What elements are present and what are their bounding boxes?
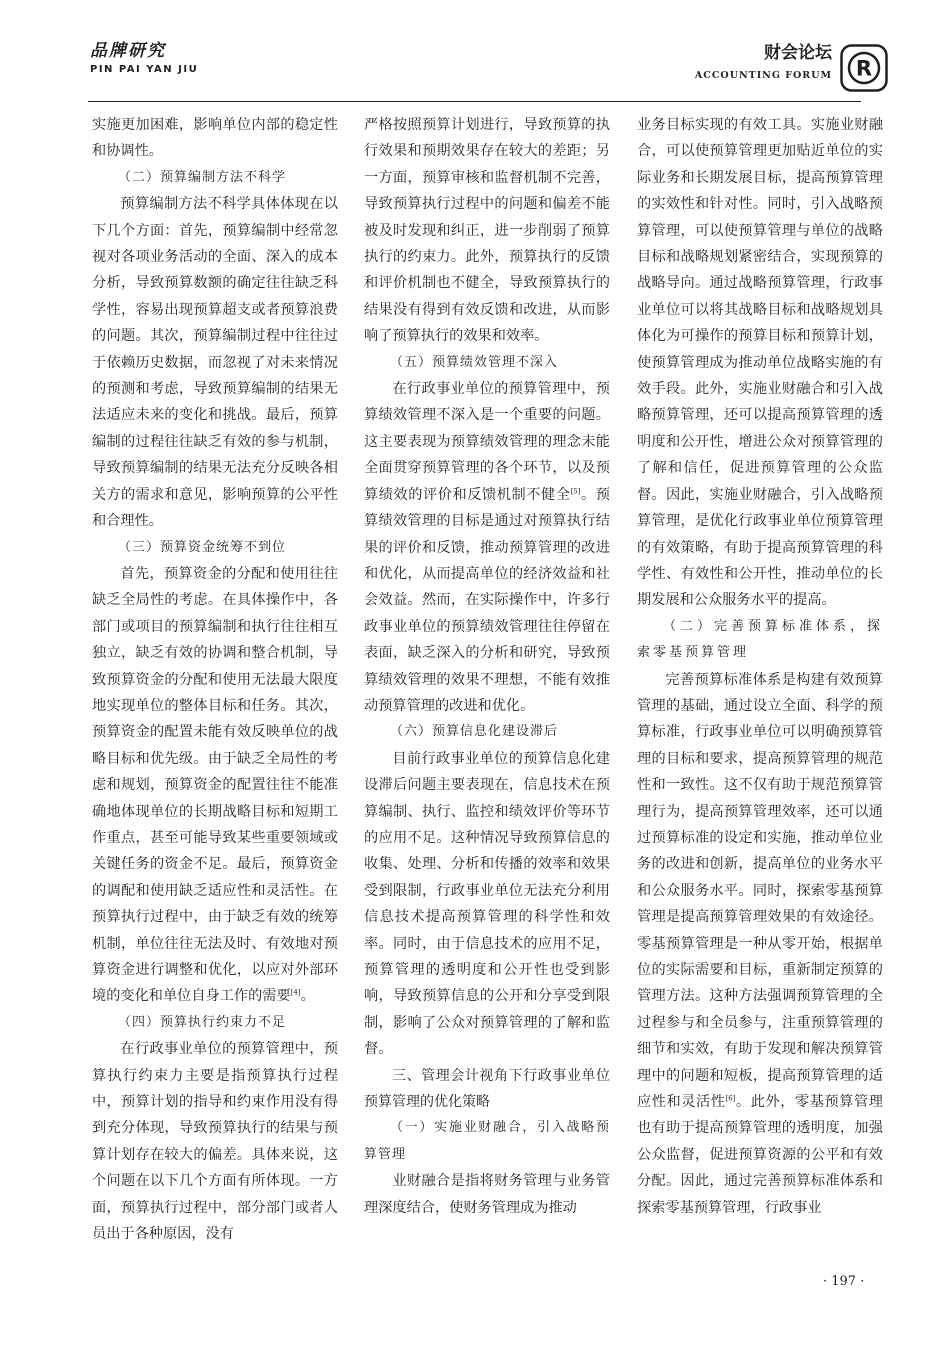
- paragraph-text: 首先，预算资金的分配和使用往往缺乏全局性的考虑。在具体操作中，各部门或项目的预算编制和执行往往相互独立，缺乏有效的协调和整合机制，导致预算资金的分配和使用无法最大限度地实现单位的整体目标和任务。其次，预算资金的配置未能有效反映单位的战略目标和优先级。由于缺乏全局性的考虑和规划，预算资金的配置往往不能准确地体现单位的长期战略目标和短期工作重点，甚至可能导致某些重要领域或关键任务的资金不足。最后，预算资金的调配和使用缺乏适应性和灵活性。在预算执行过程中，由于缺乏有效的统筹机制，单位往往无法及时、有效地对预算资金进行调整和优化，以应对外部环境的变化和单位自身工作的需要: [92, 565, 338, 1005]
- paragraph-text: 。此外，零基预算管理也有助于提高预算管理的透明度，加强公众监督，促进预算资源的公平和有效分配。因此，通过完善预算标准体系和探索零基预算管理，行政事业: [637, 1094, 883, 1216]
- paragraph: 业务目标实现的有效工具。实施业财融合，可以使预算管理更加贴近单位的实际业务和长期发展目标，提高预算管理的实效性和针对性。同时，引入战略预算管理，可以使预算管理与单位的战略目标和战略规划紧密结合，实现预算的战略导向。通过战略预算管理，行政事业单位可以将其战略目标和战略规划具体化为可操作的预算目标和预算计划，使预算管理成为推动单位战略实施的有效手段。此外，实施业财融合和引入战略预算管理，还可以提高预算管理的透明度和公开性，增进公众对预算管理的了解和信任，促进预算管理的公众监督。因此，实施业财融合，引入战略预算管理，是优化行政事业单位预算管理的有效策略，有助于提高预算管理的科学性、有效性和公开性，推动单位的长期发展和公众服务水平的提高。: [637, 117, 883, 609]
- section-name-cn: 财会论坛: [764, 43, 832, 63]
- paragraph: 目前行政事业单位的预算信息化建设滞后问题主要表现在，信息技术在预算编制、执行、监控和绩效评价等环节的应用不足。这种情况导致预算信息的收集、处理、分析和传播的效率和效果受到限制，行政事业单位无法充分利用信息技术提高预算管理的科学性和效率。同时，由于信息技术的应用不足，预算管理的透明度和公开性也受到影响，导致预算信息的公开和分享受到限制，影响了公众对预算管理的了解和监督。: [364, 750, 610, 1058]
- citation-ref: [6]: [725, 1094, 736, 1103]
- page-header: [0, 0, 950, 112]
- paragraph: 在行政事业单位的预算管理中，预算执行约束力主要是指预算执行过程中，预算计划的指导和约束作用没有得到充分体现，导致预算执行的结果与预算计划存在较大的偏差。具体来说，这个问题在以下几个方面有所体现。一方面，预算执行过程中，部分部门或者人员出于各种原因，没有: [92, 1041, 338, 1243]
- section-name-en: ACCOUNTING FORUM: [694, 70, 832, 81]
- paragraph: 实施更加困难，影响单位内部的稳定性和协调性。: [92, 117, 338, 160]
- citation-ref: [5]: [570, 486, 581, 495]
- paragraph: 业财融合是指将财务管理与业务管理深度结合，使财务管理成为推动: [364, 1173, 610, 1216]
- journal-name-cn: 品牌研究: [90, 41, 166, 61]
- paragraph-text: 完善预算标准体系是构建有效预算管理的基础，通过设立全面、科学的预算标准，行政事业单位可以明确预算管理的目标和要求，提高预算管理的规范性和一致性。这不仅有助于规范预算管理行为，提高预算管理效率，还可以通过预算标准的设定和实施，推动单位业务的改进和创新，提高单位的业务水平和公众服务水平。同时，探索零基预算管理是提高预算管理效果的有效途径。零基预算管理是一种从零开始，根据单位的实际需要和目标，重新制定预算的管理方法。这种方法强调预算管理的全过程参与和全员参与，注重预算管理的细节和实效，有助于发现和解决预算管理中的问题和短板，提高预算管理的适应性和灵活性: [637, 671, 883, 1111]
- column-left: [92, 112, 338, 1247]
- subsection-heading: （四）预算执行约束力不足: [118, 1014, 287, 1030]
- paragraph: [637, 667, 883, 1222]
- journal-brand: [90, 40, 198, 75]
- subsection-heading: （六）预算信息化建设滞后: [390, 724, 559, 740]
- header-rule: [88, 101, 861, 102]
- section-brand: [695, 42, 832, 81]
- column-right: [637, 112, 883, 1221]
- paragraph-text: 。预算绩效管理的目标是通过对预算执行结果的评价和反馈，推动预算管理的改进和优化，从而提高单位的经济效益和社会效益。然而，在实际操作中，许多行政事业单位的预算绩效管理往往停留在表面，缺乏深入的分析和研究，导致预算绩效管理的效果不理想，不能有效推动预算管理的改进和优化。: [364, 486, 610, 714]
- subsection-heading: （二）预算编制方法不科学: [118, 169, 287, 185]
- citation-ref: [4]: [290, 988, 301, 997]
- paragraph: 严格按照预算计划进行，导致预算的执行效果和预期效果存在较大的差距；另一方面，预算审核和监督机制不完善，导致预算执行过程中的问题和偏差不能被及时发现和纠正，进一步削弱了预算执行的约束力。此外，预算执行的反馈和评价机制也不健全，导致预算执行的结果没有得到有效反馈和改进，从而影响了预算执行的效果和效率。: [364, 117, 610, 345]
- paragraph-text: 在行政事业单位的预算管理中，预算绩效管理不深入是一个重要的问题。这主要表现为预算绩效管理的理念未能全面贯穿预算管理的各个环节，以及预算绩效的评价和反馈机制不健全: [364, 381, 610, 503]
- subsection-heading: （二）完善预算标准体系，探索零基预算管理: [637, 618, 883, 661]
- subsection-heading: （五）预算绩效管理不深入: [390, 354, 559, 370]
- subsection-heading: （三）预算资金统筹不到位: [118, 539, 287, 555]
- paragraph-text: 。: [300, 988, 315, 1005]
- journal-name-en: PIN PAI YAN JIU: [90, 64, 199, 75]
- page-number: · 197 ·: [823, 1274, 865, 1289]
- section-heading: 三、管理会计视角下行政事业单位预算管理的优化策略: [364, 1067, 610, 1111]
- paragraph: 预算编制方法不科学具体体现在以下几个方面：首先，预算编制中经常忽视对各项业务活动的全面、深入的成本分析，导致预算数额的确定往往缺乏科学性，容易出现预算超支或者预算浪费的问题。其次，预算编制过程中往往过于依赖历史数据，而忽视了对未来情况的预测和考虑，导致预算编制的结果无法适应未来的变化和挑战。最后，预算编制的过程往往缺乏有效的参与机制，导致预算编制的结果无法充分反映各相关方的需求和意见，影响预算的公平性和合理性。: [92, 196, 338, 530]
- paragraph: [364, 376, 610, 719]
- column-middle: [364, 112, 610, 1221]
- paragraph: [92, 561, 338, 1010]
- logo-letter: R: [855, 56, 873, 81]
- registered-logo-icon: [840, 44, 888, 92]
- subsection-heading: （一）实施业财融合，引入战略预算管理: [364, 1120, 610, 1162]
